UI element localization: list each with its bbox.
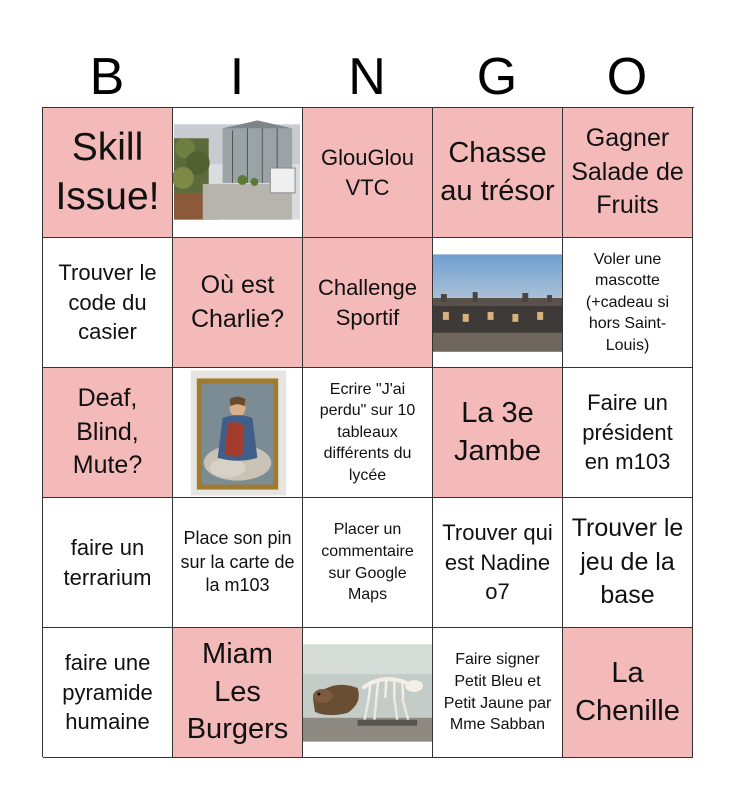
cell-voler-mascotte[interactable]: Voler une mascotte (+cadeau si hors Saint-Louis) [563,238,693,368]
bingo-title [42,46,692,108]
cell-faire-signer[interactable]: Faire signer Petit Bleu et Petit Jaune par Mme Sabban [433,628,563,758]
title-letter-n: N [348,48,386,106]
cell-painting-photo[interactable] [173,368,303,498]
skeleton-photo [303,628,432,758]
rooftop-photo [433,238,562,368]
cell-glouglou-vtc[interactable]: GlouGlou VTC [303,108,433,238]
cell-miam-burgers[interactable]: Miam Les Burgers [173,628,303,758]
cell-ou-est-charlie[interactable]: Où est Charlie? [173,238,303,368]
painting-photo [173,368,302,498]
title-letter-g: G [476,48,518,106]
cell-challenge-sportif[interactable]: Challenge Sportif [303,238,433,368]
cell-rooftop-photo[interactable] [433,238,563,368]
greenhouse-photo [173,108,302,238]
cell-faire-president[interactable]: Faire un président en m103 [563,368,693,498]
title-letter-o: O [606,48,648,106]
cell-terrarium[interactable]: faire un terrarium [43,498,173,628]
bingo-board [42,107,694,757]
cell-pyramide-humaine[interactable]: faire une pyramide humaine [43,628,173,758]
cell-salade-de-fruits[interactable]: Gagner Salade de Fruits [563,108,693,238]
cell-greenhouse-photo[interactable] [173,108,303,238]
title-letter-i: I [229,48,245,106]
cell-place-pin[interactable]: Place son pin sur la carte de la m103 [173,498,303,628]
cell-deaf-blind-mute[interactable]: Deaf, Blind, Mute? [43,368,173,498]
cell-skeleton-photo[interactable] [303,628,433,758]
cell-skill-issue[interactable]: Skill Issue! [43,108,173,238]
cell-jeu-de-la-base[interactable]: Trouver le jeu de la base [563,498,693,628]
cell-chasse-au-tresor[interactable]: Chasse au trésor [433,108,563,238]
title-letter-b: B [89,48,125,106]
cell-la-chenille[interactable]: La Chenille [563,628,693,758]
cell-code-casier[interactable]: Trouver le code du casier [43,238,173,368]
cell-google-maps[interactable]: Placer un commentaire sur Google Maps [303,498,433,628]
cell-3e-jambe[interactable]: La 3e Jambe [433,368,563,498]
cell-nadine[interactable]: Trouver qui est Nadine o7 [433,498,563,628]
cell-ecrire-jai-perdu[interactable]: Ecrire "J'ai perdu" sur 10 tableaux différents du lycée [303,368,433,498]
